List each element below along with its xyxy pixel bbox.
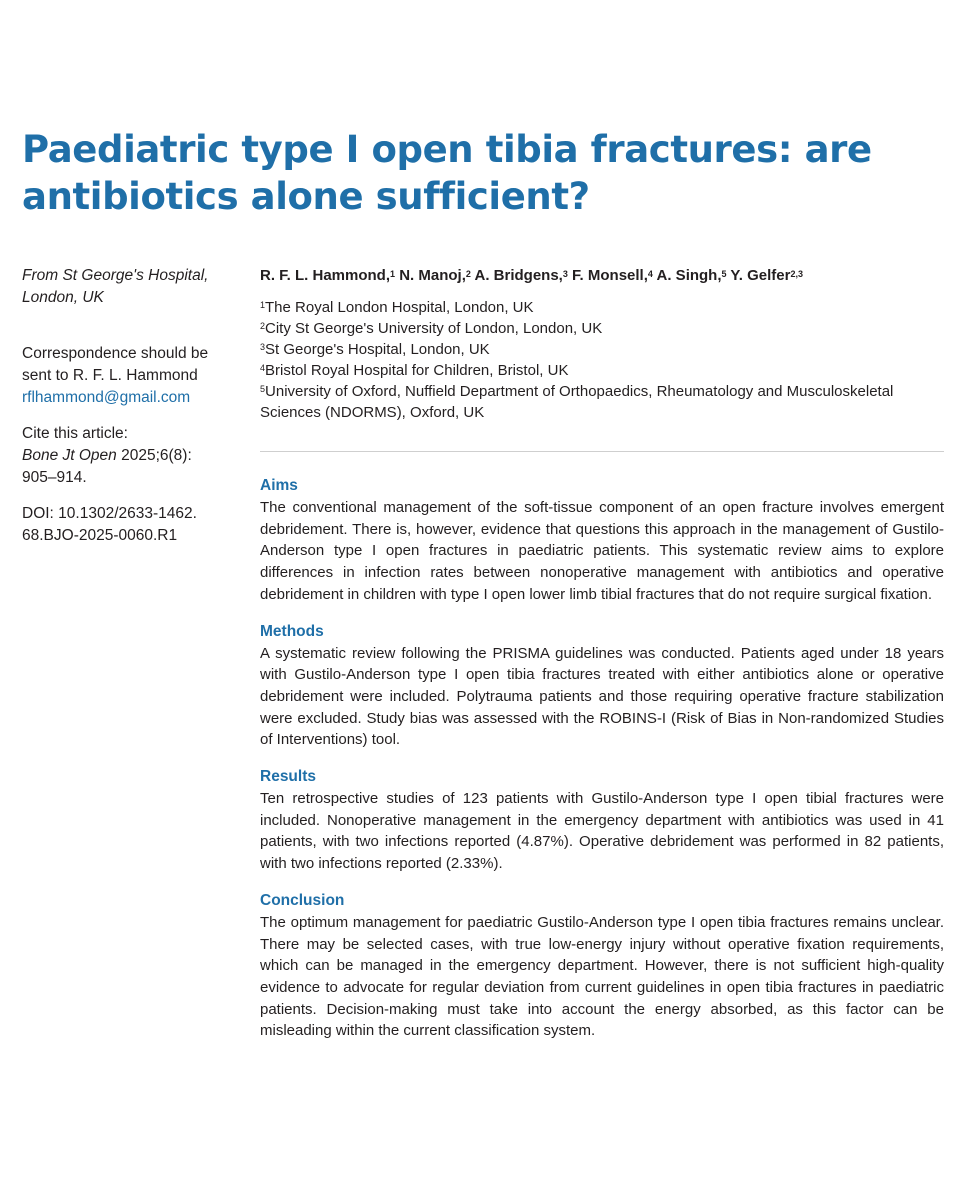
institution-note bbox=[22, 265, 237, 309]
affiliation-list bbox=[260, 297, 944, 423]
author-list bbox=[260, 265, 944, 287]
methods-text: A systematic review following the PRISMA guidelines was conducted. Patients aged under 18 years with Gustilo-Anderson type I open tibia fractures treated with either antibiotics alone or operative debridement were included. Polytrauma patients and those requiring operative fracture stabilization were excluded. Study bias was assessed with the ROBINS-I (Risk of Bias in Non-randomized Studies of Interventions) tool. bbox=[260, 644, 944, 749]
author-1-sup: 1 bbox=[390, 269, 396, 279]
author-6: Y. Gelfer bbox=[726, 267, 791, 284]
affiliation-item bbox=[260, 318, 944, 339]
affiliation-item bbox=[260, 381, 944, 423]
affiliation-1-text: The Royal London Hospital, London, UK bbox=[265, 299, 534, 316]
article-title bbox=[22, 126, 942, 220]
doi-note bbox=[22, 503, 237, 547]
abstract-methods bbox=[260, 620, 944, 752]
author-3-sup: 3 bbox=[562, 269, 568, 279]
from-line-2: London, UK bbox=[22, 289, 104, 306]
aims-heading: Aims bbox=[260, 477, 298, 494]
affiliation-1-sup: 1 bbox=[260, 300, 266, 310]
abstract-conclusion bbox=[260, 889, 944, 1042]
author-1: R. F. L. Hammond, bbox=[260, 267, 391, 284]
affiliation-3-text: St George's Hospital, London, UK bbox=[265, 341, 490, 358]
affiliation-2-text: City St George's University of London, London, UK bbox=[265, 320, 603, 337]
section-divider bbox=[260, 451, 944, 452]
correspondence-note bbox=[22, 343, 237, 409]
cite-label: Cite this article: bbox=[22, 425, 128, 442]
from-line-1: From St George's Hospital, bbox=[22, 267, 209, 284]
affiliation-5-text: University of Oxford, Nuffield Department of Orthopaedics, Rheumatology and Musculoskeletal Sciences (NDORMS), Oxford, UK bbox=[260, 383, 894, 421]
affiliation-2-sup: 2 bbox=[260, 321, 266, 331]
abstract-aims bbox=[260, 474, 944, 606]
cite-ref-a: 2025;6(8): bbox=[116, 447, 192, 464]
affiliation-item bbox=[260, 297, 944, 318]
author-5-sup: 5 bbox=[721, 269, 727, 279]
cite-journal: Bone Jt Open bbox=[22, 447, 117, 464]
corr-line-2: sent to R. F. L. Hammond bbox=[22, 367, 198, 384]
author-2: N. Manoj, bbox=[395, 267, 466, 284]
affiliation-item bbox=[260, 339, 944, 360]
results-text: Ten retrospective studies of 123 patients with Gustilo-Anderson type I open tibial fractures were included. Nonoperative management in the emergency department with antibiotics was used in 41 patients, with two infections reported (4.87%). Operative debridement was performed in 82 patients, with two infections reported (2.33%). bbox=[260, 790, 944, 873]
article-main bbox=[260, 265, 944, 1056]
author-3: A. Bridgens, bbox=[470, 267, 563, 284]
conclusion-text: The optimum management for paediatric Gustilo-Anderson type I open tibia fractures remains unclear. There may be selected cases, with true low-energy injury without operative fixation requirements, which can be managed in the emergency department. However, there is not sufficient high-quality evidence to advocate for regular deviation from current guidelines in open tibia fractures in paediatric patients. Decision-making must take into account the energy absorbed, as this factor can be misleading within the current classification system. bbox=[260, 913, 944, 1040]
title-line-2: antibiotics alone sufficient? bbox=[22, 175, 590, 218]
affiliation-item bbox=[260, 360, 944, 381]
author-4-sup: 4 bbox=[647, 269, 653, 279]
citation-note bbox=[22, 423, 237, 489]
aims-text: The conventional management of the soft-tissue component of an open fracture involves emergent debridement. There is, however, evidence that questions this approach in the management of Gustilo-Anderson type I open fractures in paediatric patients. This systematic review aims to explore differences in infection rates between nonoperative management with antibiotics and operative debridement in children with type I open lower limb tibial fractures that do not require surgical fixation. bbox=[260, 499, 944, 603]
correspondence-email-link[interactable]: rflhammond@gmail.com bbox=[22, 389, 191, 406]
author-2-sup: 2 bbox=[465, 269, 471, 279]
affiliation-3-sup: 3 bbox=[260, 342, 266, 352]
affiliation-5-sup: 5 bbox=[260, 384, 266, 394]
doi-line-1: DOI: 10.1302/2633-1462. bbox=[22, 505, 197, 522]
doi-line-2: 68.BJO-2025-0060.R1 bbox=[22, 527, 178, 544]
cite-ref-b: 905–914. bbox=[22, 469, 87, 486]
affiliation-4-sup: 4 bbox=[260, 363, 266, 373]
abstract-results bbox=[260, 765, 944, 875]
methods-heading: Methods bbox=[260, 622, 324, 640]
author-6-sup: 2,3 bbox=[790, 269, 803, 279]
author-5: A. Singh, bbox=[652, 267, 722, 284]
affiliation-4-text: Bristol Royal Hospital for Children, Bristol, UK bbox=[265, 362, 569, 379]
corr-line-1: Correspondence should be bbox=[22, 345, 209, 362]
results-heading: Results bbox=[260, 768, 316, 786]
conclusion-heading: Conclusion bbox=[260, 891, 345, 909]
author-4: F. Monsell, bbox=[567, 267, 648, 284]
article-sidebar bbox=[22, 265, 237, 547]
title-line-1: Paediatric type I open tibia fractures: are bbox=[22, 128, 872, 171]
